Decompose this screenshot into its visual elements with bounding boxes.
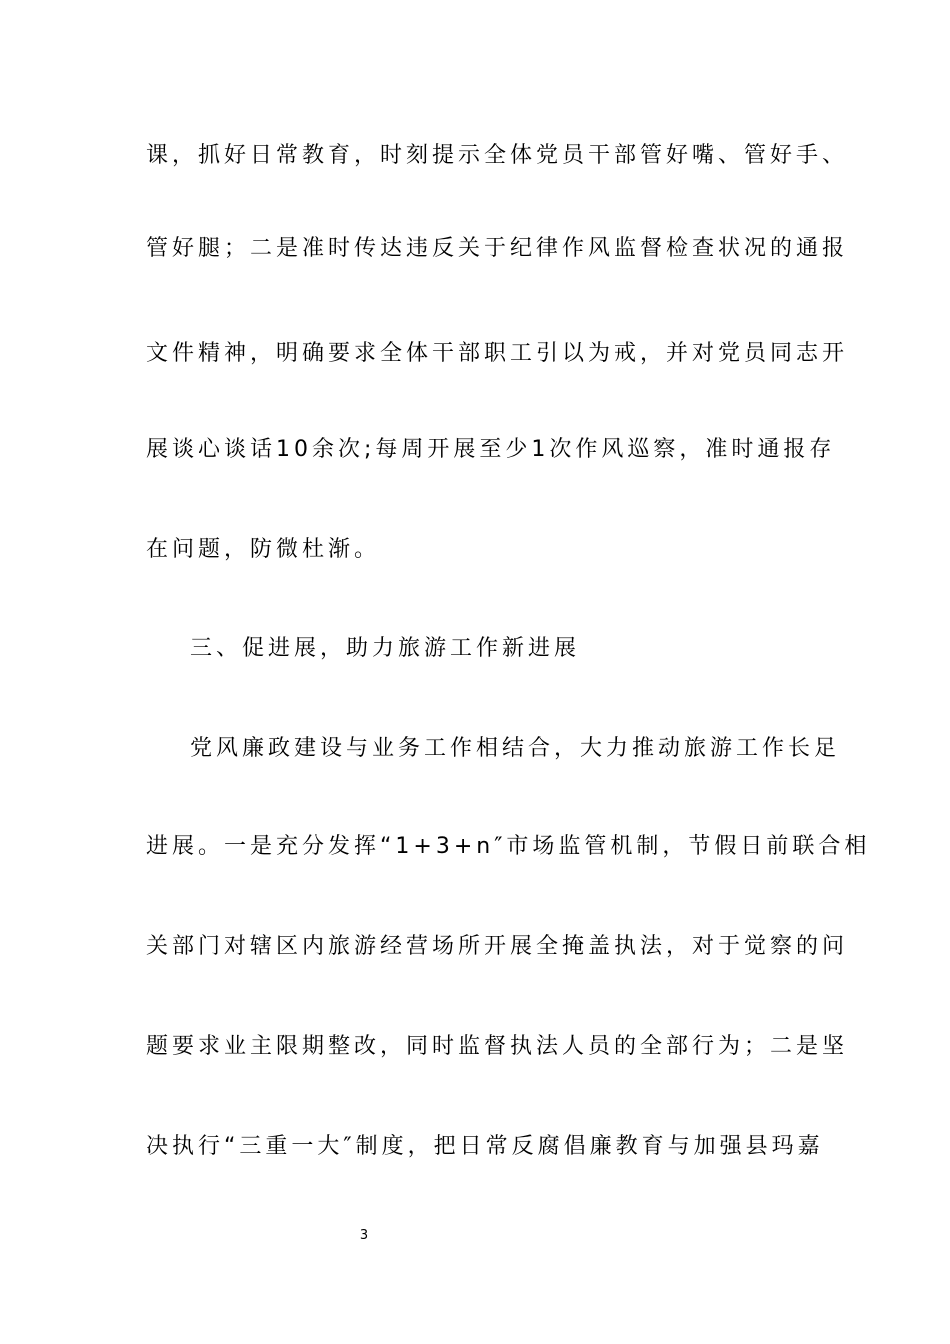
body-text-line: 决执行“三重一大″制度，把日常反腐倡廉教育与加强县玛嘉: [146, 1134, 824, 1159]
body-text-line: 文件精神，明确要求全体干部职工引以为戒，并对党员同志开: [146, 341, 849, 366]
body-text-line: 管好腿；二是准时传达违反关于纪律作风监督检查状况的通报: [146, 236, 849, 261]
body-text-line: 关部门对辖区内旅游经营场所开展全掩盖执法，对于觉察的问: [146, 934, 849, 959]
body-text-line: 课，抓好日常教育，时刻提示全体党员干部管好嘴、管好手、: [146, 143, 849, 168]
body-text-line: 在问题，防微杜渐。: [146, 537, 381, 562]
body-text-line: 展谈心谈话10余次;每周开展至少1次作风巡察，准时通报存: [146, 437, 836, 462]
body-text-line: 题要求业主限期整改，同时监督执法人员的全部行为；二是坚: [146, 1034, 849, 1059]
section-heading: 三、促进展，助力旅游工作新进展: [190, 636, 581, 661]
body-text-line: 进展。一是充分发挥“1+3+n″市场监管机制，节假日前联合相: [146, 834, 871, 859]
body-text-line: 党风廉政建设与业务工作相结合，大力推动旅游工作长足: [190, 736, 841, 761]
page-number: 3: [359, 1228, 369, 1243]
